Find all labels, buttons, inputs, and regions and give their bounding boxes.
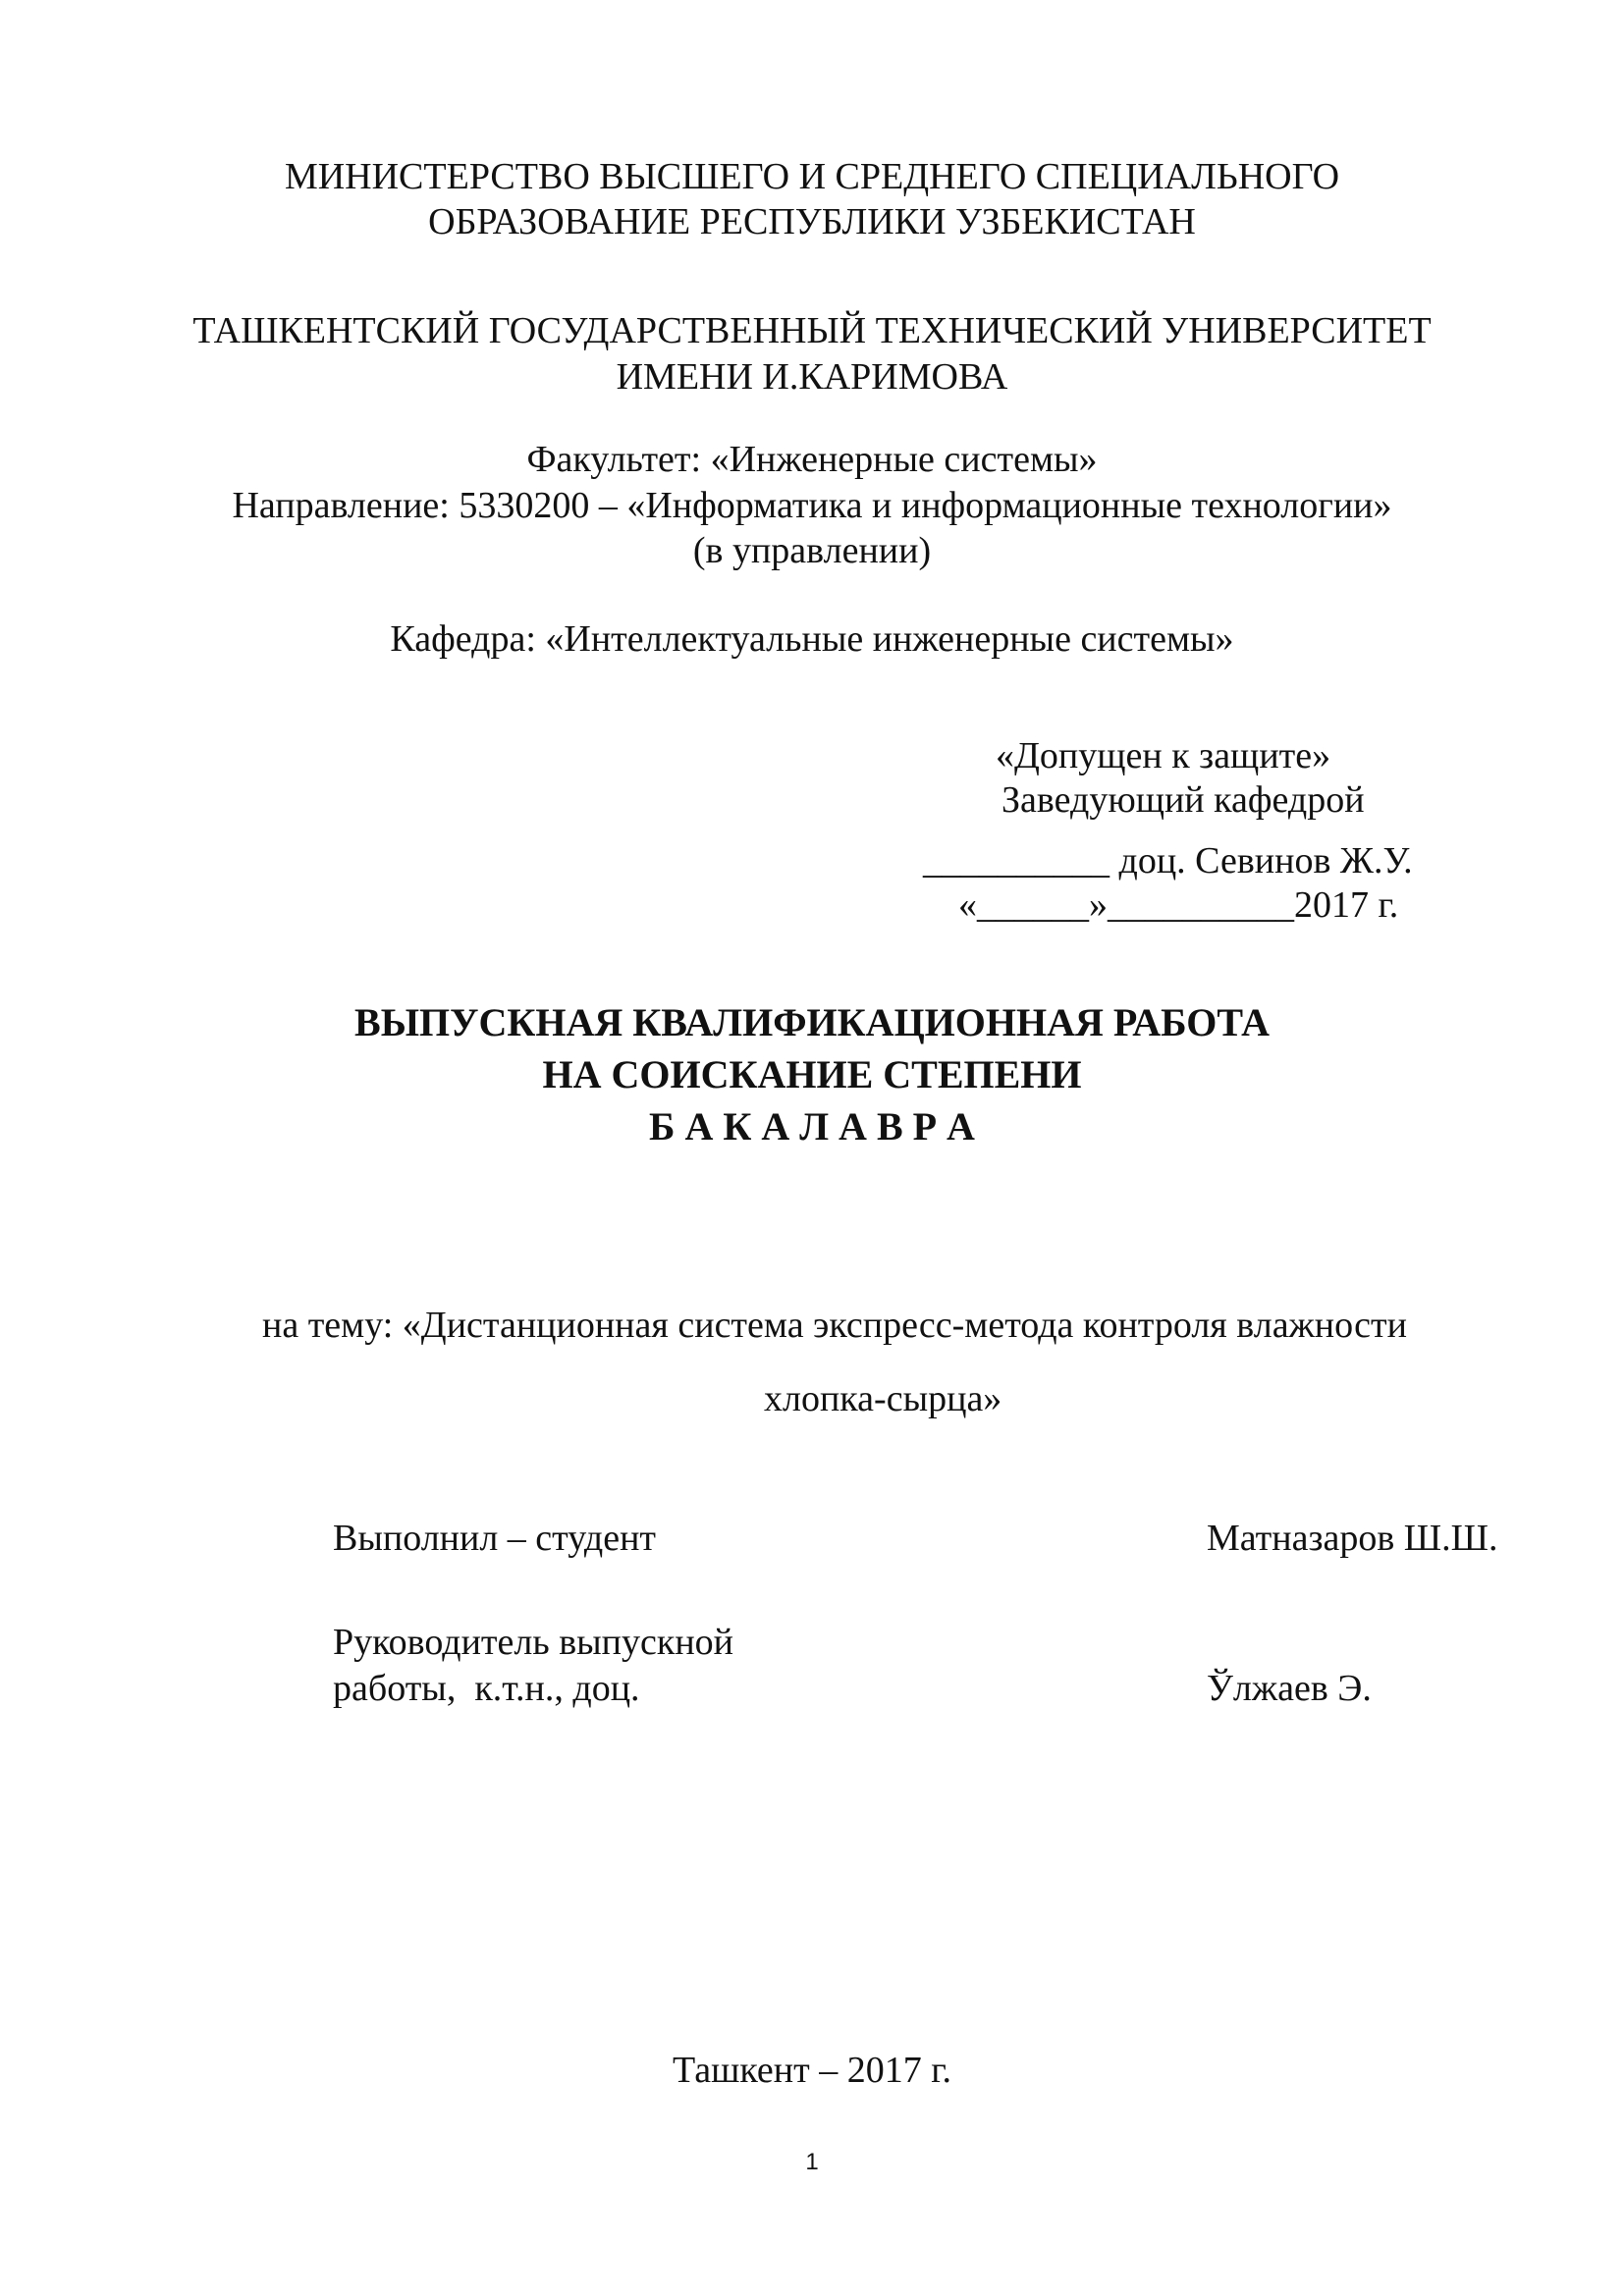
- direction-note: (в управлении): [692, 530, 932, 571]
- university-line-1: ТАШКЕНТСКИЙ ГОСУДАРСТВЕННЫЙ ТЕХНИЧЕСКИЙ УНИВЕРСИТЕТ: [192, 310, 1432, 351]
- thesis-title-line-1: ВЫПУСКНАЯ КВАЛИФИКАЦИОННАЯ РАБОТА: [354, 1000, 1270, 1044]
- topic-line-1: на тему: «Дистанционная система экспресс-метода контроля влажности: [262, 1305, 1407, 1346]
- signature-line: __________ доц. Севинов Ж.У.: [923, 840, 1413, 881]
- faculty-line: Факультет: «Инженерные системы»: [526, 439, 1098, 480]
- approval-date-line: «______»__________2017 г.: [958, 884, 1399, 926]
- supervisor-label-line-2: работы, к.т.н., доц.: [333, 1668, 640, 1709]
- city-year: Ташкент – 2017 г.: [672, 2050, 952, 2091]
- supervisor-label-line-1: Руководитель выпускной: [333, 1622, 733, 1663]
- page-number: 1: [805, 2149, 819, 2175]
- direction-line: Направление: 5330200 – «Информатика и информационные технологии»: [232, 485, 1392, 526]
- supervisor-name: Ўлжаев Э.: [1207, 1668, 1372, 1709]
- department-line: Кафедра: «Интеллектуальные инженерные системы»: [390, 618, 1234, 660]
- ministry-line-2: ОБРАЗОВАНИЕ РЕСПУБЛИКИ УЗБЕКИСТАН: [428, 201, 1196, 242]
- thesis-title-line-2: НА СОИСКАНИЕ СТЕПЕНИ: [542, 1052, 1082, 1096]
- admitted-to-defense: «Допущен к защите»: [996, 735, 1331, 776]
- head-of-department: Заведующий кафедрой: [1001, 779, 1365, 821]
- university-line-2: ИМЕНИ И.КАРИМОВА: [616, 356, 1008, 398]
- student-name: Матназаров Ш.Ш.: [1207, 1518, 1498, 1559]
- thesis-title-line-3: Б А К А Л А В Р А: [649, 1104, 975, 1148]
- topic-line-2: хлопка-сырца»: [764, 1378, 1002, 1419]
- ministry-line-1: МИНИСТЕРСТВО ВЫСШЕГО И СРЕДНЕГО СПЕЦИАЛЬНОГО: [284, 156, 1340, 197]
- student-label: Выполнил – студент: [333, 1518, 657, 1559]
